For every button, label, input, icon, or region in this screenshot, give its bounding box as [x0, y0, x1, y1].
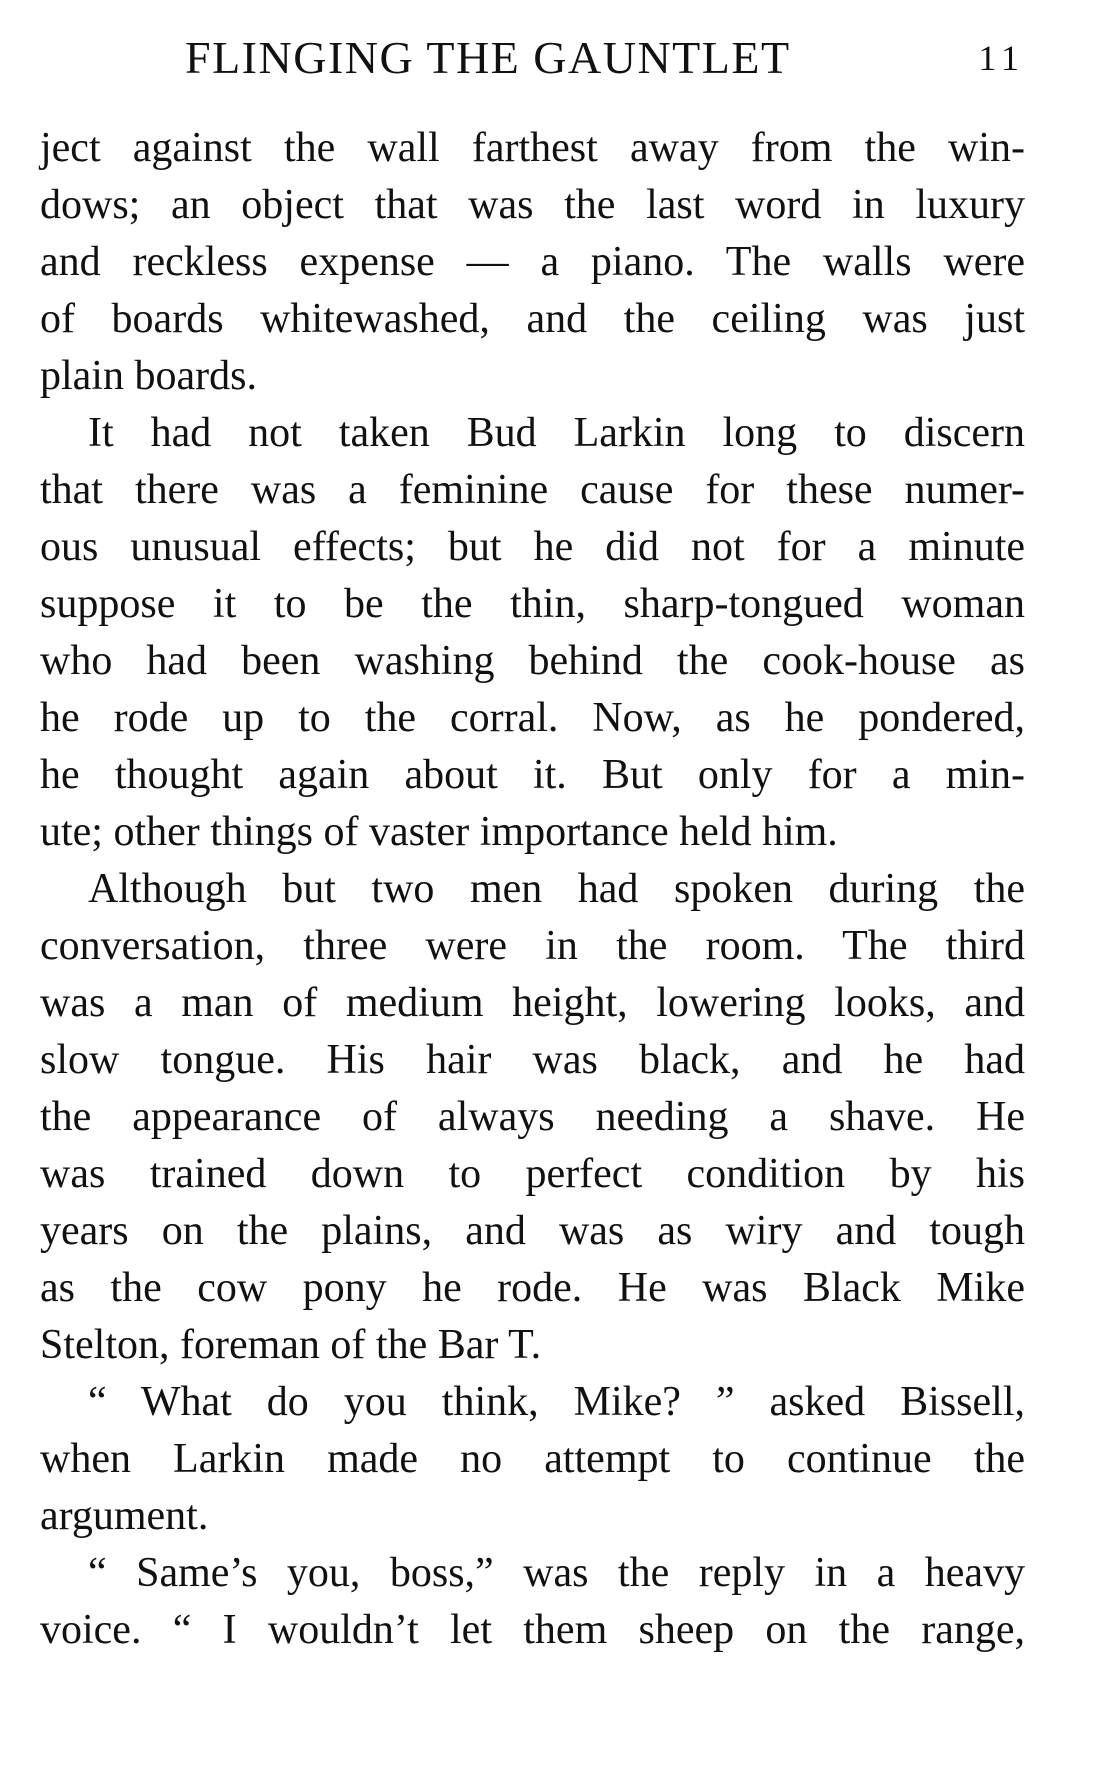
text-line: was trained down to perfect condition by his: [40, 1151, 1025, 1197]
text-line: conversation, three were in the room. The third: [40, 923, 1025, 969]
text-line: “ Same’s you, boss,” was the reply in a heavy: [88, 1550, 1025, 1596]
text-line: the appearance of always needing a shave. He: [40, 1094, 1025, 1140]
text-line: ous unusual effects; but he did not for a minute: [40, 524, 1025, 570]
text-line: voice. “ I wouldn’t let them sheep on the range,: [40, 1607, 1025, 1653]
text-line: plain boards.: [40, 353, 257, 399]
text-line: “ What do you think, Mike? ” asked Bissell,: [88, 1379, 1025, 1425]
text-line: he thought again about it. But only for a min-: [40, 752, 1025, 798]
text-line: was a man of medium height, lowering looks, and: [40, 980, 1025, 1026]
text-line: of boards whitewashed, and the ceiling was just: [40, 296, 1025, 342]
text-line: that there was a feminine cause for these numer-: [40, 467, 1025, 513]
running-head: [40, 28, 1025, 88]
text-line: Stelton, foreman of the Bar T.: [40, 1322, 542, 1368]
text-line: as the cow pony he rode. He was Black Mike: [40, 1265, 1025, 1311]
body-text: [40, 120, 1025, 1659]
text-line: when Larkin made no attempt to continue the: [40, 1436, 1025, 1482]
text-line: he rode up to the corral. Now, as he pondered,: [40, 695, 1025, 741]
text-line: Although but two men had spoken during the: [88, 866, 1025, 912]
text-line: ject against the wall farthest away from the win-: [40, 125, 1025, 171]
text-line: and reckless expense — a piano. The walls were: [40, 239, 1025, 285]
running-head-title: FLINGING THE GAUNTLET: [185, 32, 791, 83]
text-line: ute; other things of vaster importance held him.: [40, 809, 838, 855]
text-line: It had not taken Bud Larkin long to discern: [88, 410, 1025, 456]
text-line: argument.: [40, 1493, 209, 1539]
text-line: slow tongue. His hair was black, and he had: [40, 1037, 1025, 1083]
text-line: dows; an object that was the last word in luxury: [40, 182, 1025, 228]
page-number: 11: [978, 38, 1025, 78]
text-line: years on the plains, and was as wiry and tough: [40, 1208, 1025, 1254]
text-line: suppose it to be the thin, sharp-tongued woman: [40, 581, 1025, 627]
text-line: who had been washing behind the cook-house as: [40, 638, 1025, 684]
